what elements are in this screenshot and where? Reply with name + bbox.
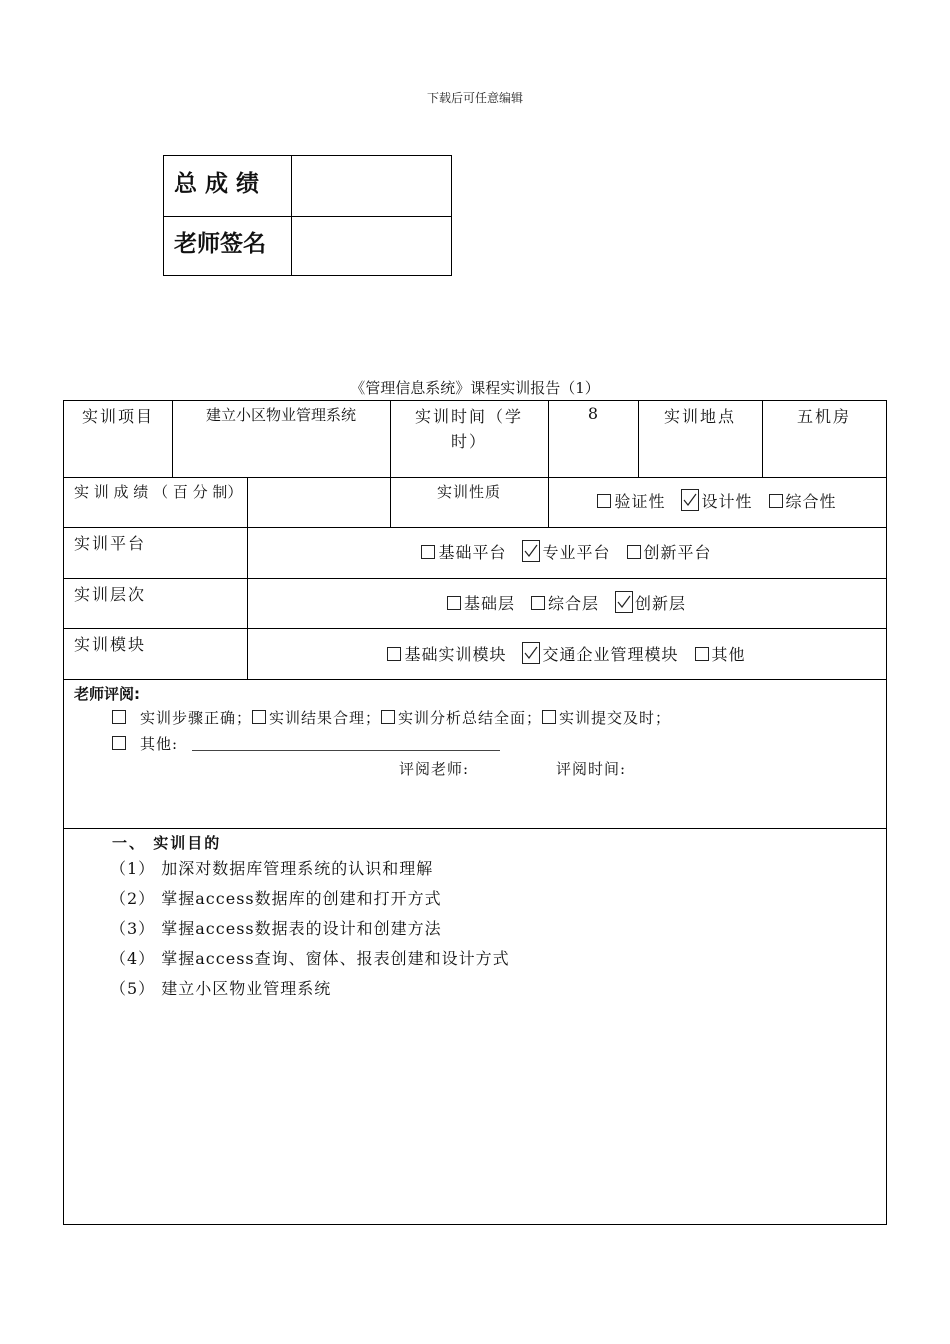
checkbox-unchecked-icon	[695, 647, 709, 661]
platform-options	[247, 540, 886, 563]
platform-option-basic[interactable]: 基础平台	[421, 543, 506, 562]
level-option-basic[interactable]: 基础层	[447, 594, 515, 613]
checkbox-unchecked-icon	[531, 596, 545, 610]
total-score-label: 总 成 绩	[164, 156, 292, 216]
checkmark-icon	[681, 489, 699, 511]
teacher-sign-row	[164, 216, 451, 276]
checkbox-unchecked-icon	[627, 545, 641, 559]
objective-item: （4） 掌握access查询、窗体、报表创建和设计方式	[110, 949, 510, 968]
checkbox-unchecked-icon	[112, 710, 126, 724]
checkbox-unchecked-icon	[542, 710, 556, 724]
module-options	[247, 642, 886, 665]
score-label: 实 训 成 绩 （ 百 分 制）	[74, 483, 243, 501]
platform-label: 实训平台	[74, 534, 147, 553]
checkmark-icon	[522, 642, 540, 664]
review-item-results[interactable]: 实训结果合理；	[252, 709, 381, 727]
time-label: 实训时间（学时）	[414, 407, 523, 451]
reviewer-label: 评阅老师:	[399, 760, 470, 778]
platform-option-innovation[interactable]: 创新平台	[627, 543, 712, 562]
module-option-traffic[interactable]: 交通企业管理模块	[522, 645, 678, 664]
level-option-innovation[interactable]: 创新层	[615, 594, 686, 613]
report-form	[63, 400, 887, 1225]
level-options	[247, 591, 886, 614]
nature-options	[548, 489, 886, 512]
platform-option-pro[interactable]: 专业平台	[522, 543, 610, 562]
checkbox-unchecked-icon	[387, 647, 401, 661]
nature-option-comprehensive[interactable]: 综合性	[769, 492, 837, 511]
checkbox-unchecked-icon	[421, 545, 435, 559]
objective-item: （3） 掌握access数据表的设计和创建方法	[110, 919, 442, 938]
checkmark-icon	[615, 591, 633, 613]
objective-item: （2） 掌握access数据库的创建和打开方式	[110, 889, 442, 908]
score-box	[163, 155, 452, 276]
total-score-field[interactable]	[293, 156, 451, 216]
header-note: 下载后可任意编辑	[426, 91, 523, 105]
module-option-basic[interactable]: 基础实训模块	[387, 645, 506, 664]
location-value[interactable]: 五机房	[796, 407, 851, 426]
teacher-sign-field[interactable]	[293, 216, 451, 276]
review-item-submit[interactable]: 实训提交及时；	[542, 709, 671, 727]
nature-option-verify[interactable]: 验证性	[597, 492, 665, 511]
checkbox-unchecked-icon	[112, 736, 126, 750]
time-value[interactable]: 8	[587, 404, 599, 423]
module-label: 实训模块	[74, 635, 147, 654]
score-field[interactable]	[247, 478, 390, 527]
report-title: 《管理信息系统》课程实训报告（1）	[350, 379, 600, 397]
project-value[interactable]: 建立小区物业管理系统	[205, 406, 356, 424]
checkbox-unchecked-icon	[597, 494, 611, 508]
review-time-label: 评阅时间:	[556, 760, 627, 778]
objective-item: （5） 建立小区物业管理系统	[110, 979, 332, 998]
objective-item: （1） 加深对数据库管理系统的认识和理解	[110, 859, 434, 878]
checkmark-icon	[522, 540, 540, 562]
checkbox-unchecked-icon	[252, 710, 266, 724]
objectives-heading: 一、 实训目的	[112, 834, 222, 852]
review-items	[112, 707, 671, 728]
other-blank-line[interactable]	[192, 736, 500, 751]
review-item-analysis[interactable]: 实训分析总结全面；	[381, 709, 542, 727]
nature-label: 实训性质	[436, 483, 501, 501]
review-item-steps[interactable]: 实训步骤正确；	[112, 709, 252, 727]
project-label: 实训项目	[81, 407, 154, 426]
level-label: 实训层次	[74, 585, 147, 604]
review-other-row	[112, 733, 500, 754]
review-item-other[interactable]: 其他:	[112, 735, 178, 753]
checkbox-unchecked-icon	[381, 710, 395, 724]
nature-option-design[interactable]: 设计性	[681, 492, 752, 511]
review-heading: 老师评阅:	[74, 685, 140, 703]
checkbox-unchecked-icon	[769, 494, 783, 508]
level-option-comprehensive[interactable]: 综合层	[531, 594, 599, 613]
checkbox-unchecked-icon	[447, 596, 461, 610]
total-score-row	[164, 156, 451, 217]
location-label: 实训地点	[663, 407, 736, 426]
teacher-sign-label: 老师签名	[164, 216, 292, 276]
module-option-other[interactable]: 其他	[695, 645, 746, 664]
